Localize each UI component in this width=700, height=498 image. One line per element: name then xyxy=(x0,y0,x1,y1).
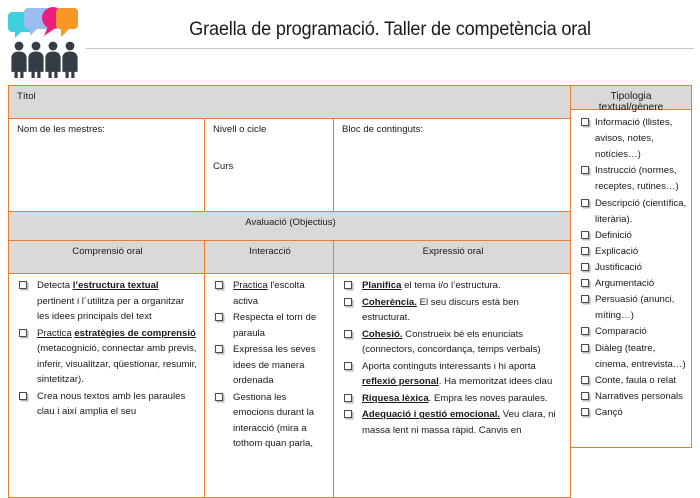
cell-evaluation-header: Avaluació (Objectius) xyxy=(9,212,571,241)
checklist-item-text: Construeix bé els enunciats (connectors, concordança, temps verbals) xyxy=(362,328,541,356)
tipologia-checklist xyxy=(573,115,687,421)
checkbox-icon[interactable] xyxy=(215,281,223,289)
checklist-item-text: Comparació xyxy=(595,326,647,338)
cell-expressio-oral xyxy=(334,274,571,498)
checklist-item-text: reflexió personal xyxy=(362,376,439,388)
checklist-item-text: El seu discurs està ben estructurat. xyxy=(362,296,519,324)
cell-level-course[interactable] xyxy=(205,119,334,212)
comprensio-checklist xyxy=(17,278,198,420)
grid-left-block xyxy=(8,85,570,498)
checkbox-icon[interactable] xyxy=(344,330,352,338)
checkbox-icon[interactable] xyxy=(581,376,589,384)
cell-header-expressio: Expressió oral xyxy=(334,241,571,274)
checklist-item[interactable] xyxy=(573,405,687,421)
document-header xyxy=(0,0,700,85)
checklist-item-text: Descripció (científica, literària). xyxy=(595,197,687,225)
cell-interaccio xyxy=(205,274,334,498)
checkbox-icon[interactable] xyxy=(344,281,352,289)
checkbox-icon[interactable] xyxy=(19,281,27,289)
checklist-item-text: Gestiona les emocions durant la interacció (mira a tothom quan parla, xyxy=(233,391,315,450)
checklist-item-text: Justificació xyxy=(595,261,642,273)
checklist-item-text: Explicació xyxy=(595,245,639,257)
checkbox-icon[interactable] xyxy=(581,199,589,207)
checkbox-icon[interactable] xyxy=(19,392,27,400)
checklist-item-text: Respecta el torn de paraula xyxy=(233,312,317,339)
checklist-item-text: Narratives personals xyxy=(595,390,683,402)
cell-header-interaccio: Interacció xyxy=(205,241,334,274)
checklist-item-text: Argumentació xyxy=(595,278,655,290)
checklist-item-text: l’estructura textual xyxy=(72,280,159,291)
interaccio-checklist xyxy=(213,278,327,452)
checklist-item-text: Practica xyxy=(37,327,72,339)
checklist-item[interactable] xyxy=(17,326,198,388)
checklist-item-text: Coherència. xyxy=(362,296,417,308)
checkbox-icon[interactable] xyxy=(581,392,589,400)
checklist-item[interactable] xyxy=(342,359,564,390)
checklist-item[interactable] xyxy=(17,389,198,420)
checklist-item-text: Informació (llistes, avisos, notes, notícies…) xyxy=(595,117,673,161)
checklist-item[interactable] xyxy=(573,324,687,340)
checkbox-icon[interactable] xyxy=(215,313,223,321)
course-label: Curs xyxy=(213,160,234,172)
checkbox-icon[interactable] xyxy=(344,410,352,418)
cell-content-block[interactable] xyxy=(334,119,571,212)
checklist-item[interactable] xyxy=(573,244,687,260)
checklist-item-text: (metacognició, connectar amb previs, inferir, visualitzar, qüestionar, resumir, sintetitzar). xyxy=(37,343,197,386)
checkbox-icon[interactable] xyxy=(581,166,589,174)
checklist-item-text: Persuasió (anunci, míting…) xyxy=(595,294,675,322)
level-label: Nivell o cicle xyxy=(213,124,267,135)
speech-bubbles-people-logo xyxy=(8,4,80,78)
checklist-item-text: el tema i/o l’estructura. xyxy=(401,280,501,291)
checklist-item[interactable] xyxy=(213,342,327,389)
checklist-item[interactable] xyxy=(573,115,687,163)
checkbox-icon[interactable] xyxy=(581,279,589,287)
checklist-item[interactable] xyxy=(342,391,564,407)
checkbox-icon[interactable] xyxy=(19,329,27,337)
checkbox-icon[interactable] xyxy=(215,393,223,401)
checklist-item-text: Crea nous textos amb les paraules clau i així amplia el seu xyxy=(37,390,186,418)
checklist-item[interactable] xyxy=(573,389,687,405)
table-row-evaluation-header xyxy=(9,212,571,241)
cell-title-header: Títol xyxy=(9,86,571,119)
cell-teacher-names[interactable] xyxy=(9,119,205,212)
checklist-item-text: Instrucció (normes, receptes, rutines…) xyxy=(595,165,679,193)
checklist-item-text: Planifica xyxy=(362,280,402,291)
checklist-item-text: l'escolta activa xyxy=(233,280,305,307)
checklist-item-text: Expressa les seves idees de manera ordenada xyxy=(233,344,316,387)
checklist-item[interactable] xyxy=(213,390,327,452)
checklist-item-text: pertinent i l´utilitza per a organitzar les idees principals del text xyxy=(37,295,185,323)
checklist-item-text: Cohesió. xyxy=(362,328,403,340)
checklist-item[interactable] xyxy=(573,276,687,292)
checklist-item-text: Cançó xyxy=(595,406,623,418)
checkbox-icon[interactable] xyxy=(344,362,352,370)
cell-tipologia-body xyxy=(570,109,692,448)
grid-right-block xyxy=(570,85,692,498)
page-title: Graella de programació. Taller de competència oral xyxy=(189,18,591,40)
table-row-title xyxy=(9,86,571,119)
checklist-item[interactable] xyxy=(17,278,198,325)
checklist-item[interactable] xyxy=(573,196,687,228)
cell-comprensio-oral xyxy=(9,274,205,498)
checklist-item-text: Adequació i gestió emocional. xyxy=(362,409,501,421)
checklist-item[interactable] xyxy=(213,310,327,341)
title-divider xyxy=(86,48,694,49)
title-container xyxy=(86,18,694,49)
checkbox-icon[interactable] xyxy=(581,231,589,239)
checkbox-icon[interactable] xyxy=(215,345,223,353)
table-row-objectives xyxy=(9,274,571,498)
checklist-item[interactable] xyxy=(342,278,564,294)
checklist-item-text: . Empra les noves paraules. xyxy=(428,392,548,404)
checklist-item-text: Practica xyxy=(233,280,268,291)
checklist-item-text: Detecta xyxy=(37,280,73,291)
checklist-item[interactable] xyxy=(573,228,687,244)
checkbox-icon[interactable] xyxy=(344,394,352,402)
checkbox-icon[interactable] xyxy=(581,118,589,126)
checklist-item[interactable] xyxy=(573,373,687,389)
checkbox-icon[interactable] xyxy=(344,298,352,306)
checkbox-icon[interactable] xyxy=(581,247,589,255)
checkbox-icon[interactable] xyxy=(581,344,589,352)
checklist-item[interactable] xyxy=(342,407,564,438)
content-block-label: Bloc de continguts: xyxy=(342,124,424,135)
checklist-item[interactable] xyxy=(573,341,687,373)
expressio-checklist xyxy=(342,278,564,438)
checklist-item[interactable] xyxy=(573,163,687,195)
checkbox-icon[interactable] xyxy=(581,327,589,335)
table-row-info xyxy=(9,119,571,212)
checklist-item-text: Riquesa lèxica xyxy=(362,392,429,404)
checklist-item[interactable] xyxy=(573,292,687,324)
cell-tipologia-header: Tipologia textual/gènere xyxy=(570,85,692,109)
checklist-item-text: . Ha memoritzat idees clau xyxy=(438,376,553,388)
checkbox-icon[interactable] xyxy=(581,408,589,416)
checklist-item-text: Conte, faula o relat xyxy=(595,374,677,386)
checkbox-icon[interactable] xyxy=(581,295,589,303)
main-table xyxy=(8,85,571,498)
teacher-names-label: Nom de les mestres: xyxy=(17,124,105,135)
checklist-item-text: estratègies de comprensió xyxy=(74,327,196,339)
cell-header-comprensio: Comprensió oral xyxy=(9,241,205,274)
checklist-item[interactable] xyxy=(213,278,327,309)
checklist-item[interactable] xyxy=(342,295,564,326)
checklist-item[interactable] xyxy=(342,327,564,358)
table-row-subheaders xyxy=(9,241,571,274)
checklist-item-text: Aporta continguts interessants i hi aporta xyxy=(362,360,536,372)
checklist-item[interactable] xyxy=(573,260,687,276)
checklist-item-text: Veu clara, ni massa lent ni massa ràpid. Canvis en xyxy=(362,409,556,436)
checklist-item-text: Diàleg (teatre, cinema, entrevista…) xyxy=(595,342,686,370)
checklist-item-text: Definició xyxy=(595,229,632,241)
programming-grid xyxy=(8,85,692,498)
checkbox-icon[interactable] xyxy=(581,263,589,271)
